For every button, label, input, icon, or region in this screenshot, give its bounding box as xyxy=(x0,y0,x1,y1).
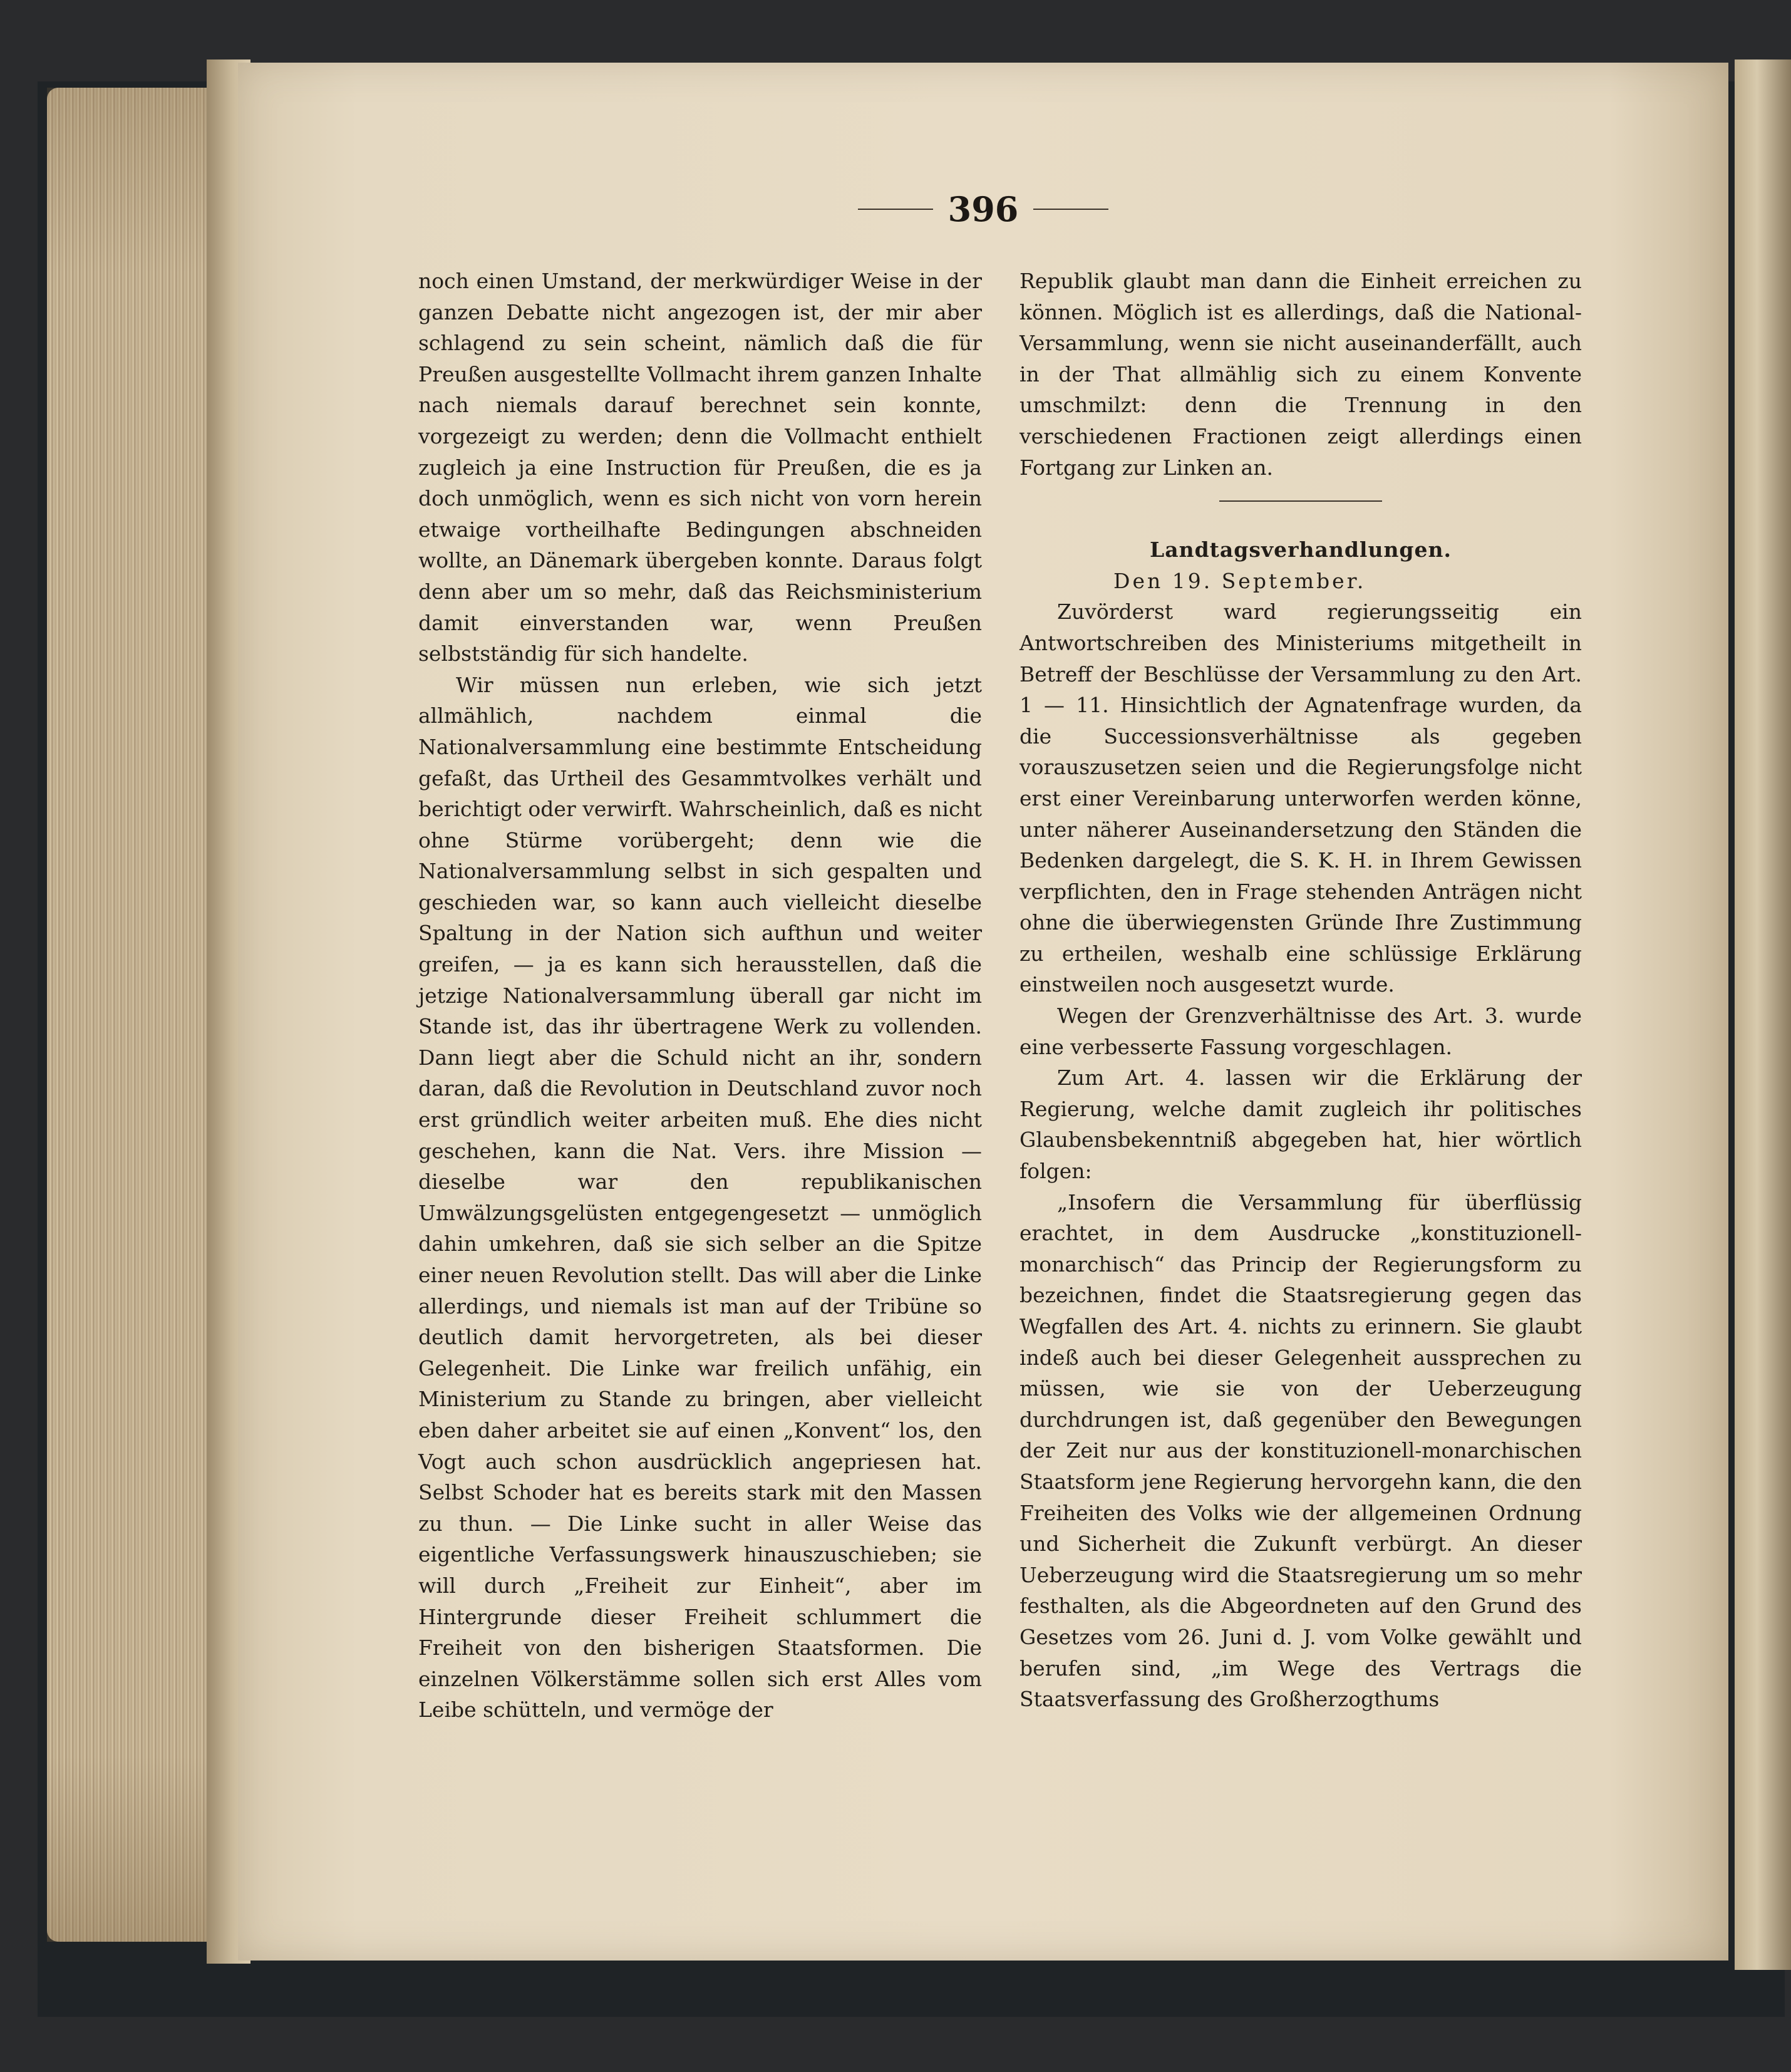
left-paragraph-2: Wir müssen nun erleben, wie sich jetzt allmählich, nachdem einmal die Nationalversammlung eine bestimmte Entscheidung gefaßt, das Urtheil des Gesammtvolkes verhält und berichtigt oder verwirft. Wahrscheinlich, daß es nicht ohne Stürme vorübergeht; denn wie die Nationalversammlung selbst in sich gespalten und geschieden war, so kann auch vielleicht dieselbe Spaltung in der Nation sich aufthun und weiter greifen, — ja es kann sich herausstellen, daß die jetzige Nationalversammlung überall gar nicht im Stande ist, das ihr übertragene Werk zu vollenden. Dann liegt aber die Schuld nicht an ihr, sondern daran, daß die Revolution in Deutschland zuvor noch erst gründlich weiter arbeiten muß. Ehe dies nicht geschehen, kann die Nat. Vers. ihre Mission — dieselbe war den republikanischen Umwälzungsgelüsten entgegengesetzt — unmöglich dahin umkehren, daß sie sich selber an die Spitze einer neuen Revolution stellt. Das will aber die Linke allerdings, und niemals ist man auf der Tribüne so deutlich damit hervorgetreten, als bei dieser Gelegenheit. Die Linke war freilich unfähig, ein Ministerium zu Stande zu bringen, aber vielleicht eben daher arbeitet sie auf einen „Konvent“ los, den Vogt auch schon ausdrücklich angepriesen hat. Selbst Schoder hat es bereits stark mit den Massen zu thun. — Die Linke sucht in aller Weise das eigentliche Verfassungswerk hinauszuschieben; sie will durch „Freiheit zur Einheit“, aber im Hintergrunde dieser Freiheit schlummert die Freiheit von den bisherigen Staatsformen. Die einzelnen Völkerstämme sollen sich erst Alles vom Leibe schütteln, und vermöge der xyxy=(418,672,982,1722)
left-paragraph-1: noch einen Umstand, der merkwürdiger Weise in der ganzen Debatte nicht angezogen ist, der mir aber schlagend zu sein scheint, nämlich daß die für Preußen ausgestellte Vollmacht ihrem ganzen Inhalte nach niemals darauf berechnet sein konnte, vorgezeigt zu werden; denn die Vollmacht enthielt zugleich ja eine Instruction für Preußen, die es ja doch unmöglich, wenn es sich nicht von vorn herein etwaige vortheilhafte Bedingungen abschneiden wollte, an Dänemark übergeben konnte. Daraus folgt denn aber um so mehr, daß das Reichsministerium damit einverstanden war, wenn Preußen selbstständig für sich handelte. xyxy=(418,269,982,666)
right-paragraph-4: Zum Art. 4. lassen wir die Erklärung der Regierung, welche damit zugleich ihr politisches Glaubensbekenntniß abgegeben hat, hier wörtlich folgen: xyxy=(1019,1065,1582,1184)
header-rule-right xyxy=(1033,209,1108,210)
right-paragraph-3: Wegen der Grenzverhältnisse des Art. 3. wurde eine verbesserte Fassung vorgeschlagen. xyxy=(1019,1003,1582,1059)
right-paragraph-5: „Insofern die Versammlung für überflüssig erachtet, in dem Ausdrucke „konstituzionell-monarchisch“ das Princip der Regierungsform zu bezeichnen, findet die Staatsregierung gegen das Wegfallen des Art. 4. nichts zu erinnern. Sie glaubt indeß auch bei dieser Gelegenheit aussprechen zu müssen, wie sie von der Ueberzeugung durchdrungen ist, daß gegenüber den Bewegungen der Zeit nur aus der konstituzionell-monarchischen Staatsform jene Regierung hervorgehn kann, die den Freiheiten des Volks wie der allgemeinen Ordnung und Sicherheit die Zukunft verbürgt. An dieser Ueberzeugung wird die Staatsregierung um so mehr festhalten, als die Abgeordneten auf den Grund des Gesetzes vom 26. Juni d. J. vom Volke gewählt und berufen sind, „im Wege des Vertrags die Staatsverfassung des Großherzogthums xyxy=(1019,1189,1582,1712)
right-column xyxy=(1019,266,1582,1715)
page-header xyxy=(827,189,1140,229)
opposite-page-edge xyxy=(1735,60,1791,1970)
section-divider xyxy=(1219,500,1382,502)
header-rule-left xyxy=(858,209,933,210)
right-paragraph-2: Zuvörderst ward regierungsseitig ein Antwortschreiben des Ministeriums mitgetheilt in Betreff der Beschlüsse der Versammlung zu den Art. 1 — 11. Hinsichtlich der Agnatenfrage wurden, da die Successionsverhältnisse als gegeben vorauszusetzen seien und die Regierungsfolge nicht erst einer Vereinbarung unterworfen werden könne, unter näherer Auseinandersetzung den Ständen die Bedenken dargelegt, die S. K. H. in Ihrem Gewissen verpflichten, den in Frage stehenden Anträgen nicht ohne die überwiegensten Gründe Ihre Zustimmung zu ertheilen, weshalb eine schlüssige Erklärung einstweilen noch ausgesetzt wurde. xyxy=(1019,599,1582,997)
right-paragraph-1: Republik glaubt man dann die Einheit erreichen zu können. Möglich ist es allerdings, daß die National-Versammlung, wenn sie nicht auseinanderfällt, auch in der That allmählig sich zu einem Konvente umschmilzt: denn die Trennung in den verschiedenen Fractionen zeigt allerdings einen Fortgang zur Linken an. xyxy=(1019,269,1582,480)
section-heading: Landtagsverhandlungen. xyxy=(1149,537,1452,562)
page-number: 396 xyxy=(947,189,1019,229)
left-column xyxy=(418,266,982,1726)
session-date: Den 19. September. xyxy=(1113,568,1366,593)
